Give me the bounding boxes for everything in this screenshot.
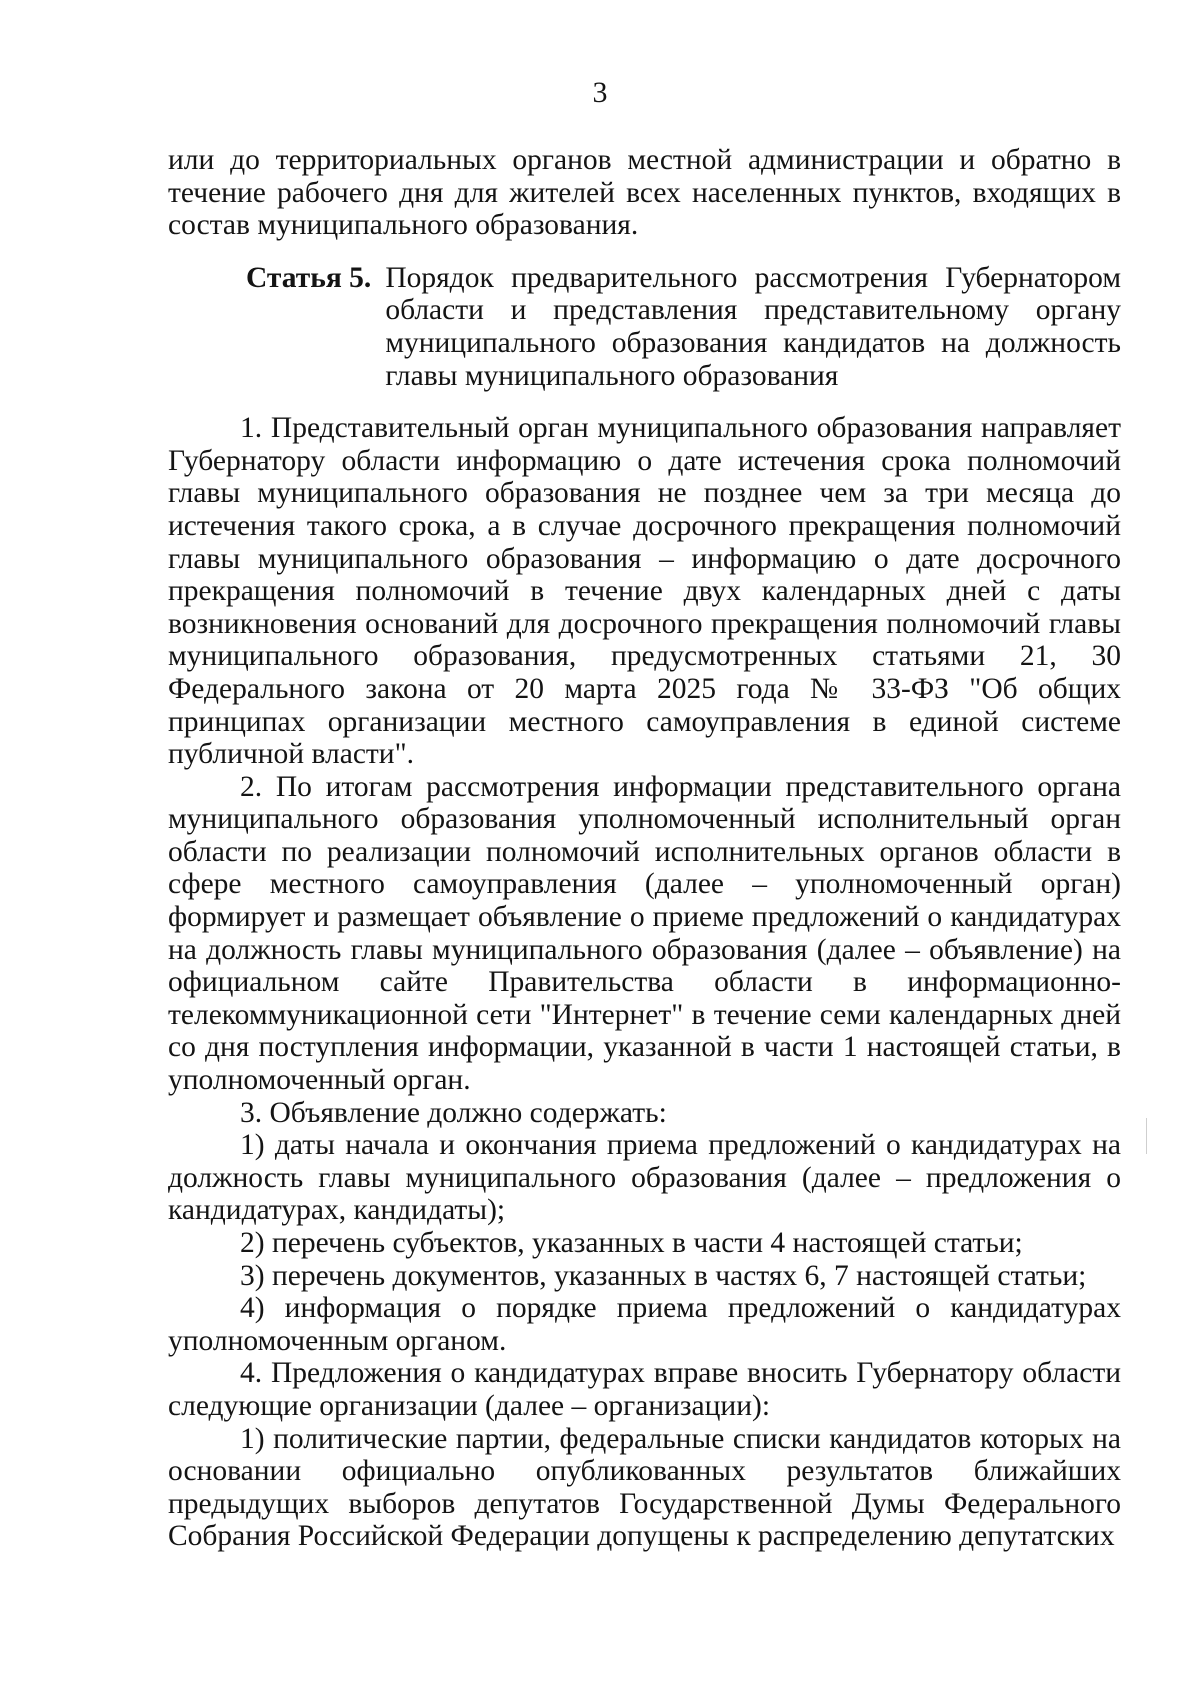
list-item-3-2: 2) перечень субъектов, указанных в части 4 настоящей статьи; (240, 1227, 1023, 1259)
list-item-3-4: 4) информация о порядке приема предложений о кандидатурах уполномоченным органом. (168, 1292, 1121, 1357)
paragraph-part-3: 3. Объявление должно содержать: (240, 1096, 667, 1129)
paragraph-part-1: 1. Представительный орган муниципального образования направляет Губернатору области информацию о дате истечения срока полномочий главы муниципального образования не позднее чем за три месяца до истечения такого срока, а в случае досрочного прекращения полномочий главы муниципального образования – информацию о дате досрочного прекращения полномочий в течение двух календарных дней с даты возникновения оснований для досрочного прекращения полномочий главы муниципального образования, предусмотренных статьями 21, 30 Федерального закона от 20 марта 2025 года № 33-ФЗ "Об общих принципах организации местного самоуправления в единой системе публичной власти". (168, 412, 1121, 771)
paragraph-part-4: 4. Предложения о кандидатурах вправе вносить Губернатору области следующие организации (далее – организации): (168, 1357, 1121, 1422)
article-label: Статья 5. (246, 261, 372, 294)
article-heading (168, 262, 1121, 392)
document-body (168, 144, 1121, 1553)
scan-artifact-line (1146, 1118, 1147, 1154)
list-item-3-1: 1) даты начала и окончания приема предложений о кандидатурах на должность главы муниципального образования (далее – предложения о кандидатурах, кандидаты); (168, 1129, 1121, 1227)
paragraph-continuation: или до территориальных органов местной администрации и обратно в течение рабочего дня для жителей всех населенных пунктов, входящих в состав муниципального образования. (168, 144, 1121, 242)
paragraph-part-2: 2. По итогам рассмотрения информации представительного органа муниципального образования уполномоченный исполнительный орган области по реализации полномочий исполнительных органов области в сфере местного самоуправления (далее – уполномоченный орган) формирует и размещает объявление о приеме предложений о кандидатурах на должность главы муниципального образования (далее – объявление) на официальном сайте Правительства области в информационно-телекоммуникационной сети "Интернет" в течение семи календарных дней со дня поступления информации, указанной в части 1 настоящей статьи, в уполномоченный орган. (168, 770, 1121, 1097)
page-number: 3 (592, 76, 608, 109)
list-item-4-1: 1) политические партии, федеральные списки кандидатов которых на основании официально опубликованных результатов ближайших предыдущих выборов депутатов Государственной Думы Федерального Собрания Российской Федерации допущены к распределению депутатских (168, 1422, 1121, 1553)
list-item-3-3: 3) перечень документов, указанных в частях 6, 7 настоящей статьи; (240, 1259, 1087, 1292)
article-title: Порядок предварительного рассмотрения Губернатором области и представления представительному органу муниципального образования кандидатов на должность главы муниципального образования (385, 261, 1121, 392)
